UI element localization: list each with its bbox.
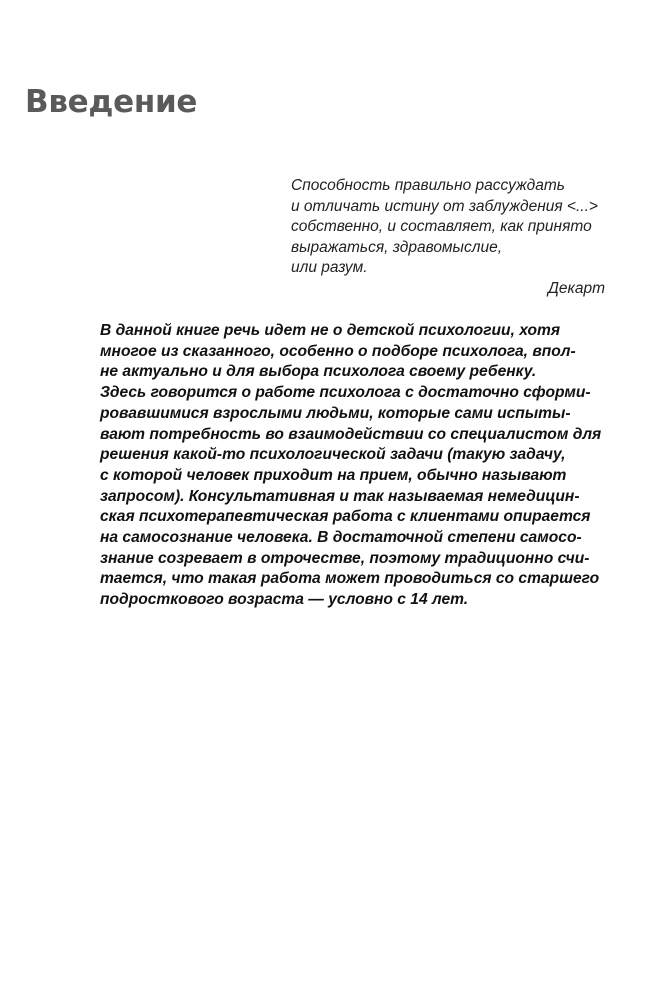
- paragraph-line: решения какой-то психологической задачи (такую задачу,: [100, 446, 566, 464]
- paragraph-line: не актуально и для выбора психолога своему ребенку.: [100, 363, 537, 381]
- epigraph-line: Способность правильно рассуждать: [291, 177, 565, 194]
- epigraph-author: Декарт: [547, 279, 605, 297]
- paragraph-line: ровавшимися взрослыми людьми, которые сами испыты-: [100, 404, 571, 422]
- paragraph-line: ская психотерапевтическая работа с клиентами опирается: [100, 508, 591, 526]
- intro-paragraph: [100, 321, 620, 611]
- epigraph-line: или разум.: [291, 259, 368, 276]
- epigraph-line: выражаться, здравомыслие,: [291, 238, 503, 256]
- paragraph-line: В данной книге речь идет не о детской психологии, хотя: [100, 322, 561, 339]
- paragraph-line: запросом). Консультативная и так называемая немедицин-: [100, 487, 580, 505]
- page-title: Введение: [25, 84, 198, 120]
- paragraph-line: с которой человек приходит на прием, обычно называют: [100, 466, 567, 484]
- paragraph-line: подросткового возраста — условно с 14 лет.: [100, 591, 469, 609]
- paragraph-line: тается, что такая работа может проводиться со старшего: [100, 570, 600, 588]
- paragraph-line: многое из сказанного, особенно о подборе психолога, впол-: [100, 342, 576, 360]
- paragraph-line: Здесь говорится о работе психолога с достаточно сформи-: [100, 384, 591, 402]
- paragraph-line: вают потребность во взаимодействии со специалистом для: [100, 425, 602, 443]
- paragraph-line: на самосознание человека. В достаточной степени самосо-: [100, 529, 582, 547]
- epigraph-line: и отличать истину от заблуждения <...>: [291, 197, 598, 215]
- epigraph: [291, 176, 611, 299]
- paragraph-line: знание созревает в отрочестве, поэтому традиционно счи-: [100, 549, 590, 567]
- epigraph-line: собственно, и составляет, как принято: [291, 218, 592, 235]
